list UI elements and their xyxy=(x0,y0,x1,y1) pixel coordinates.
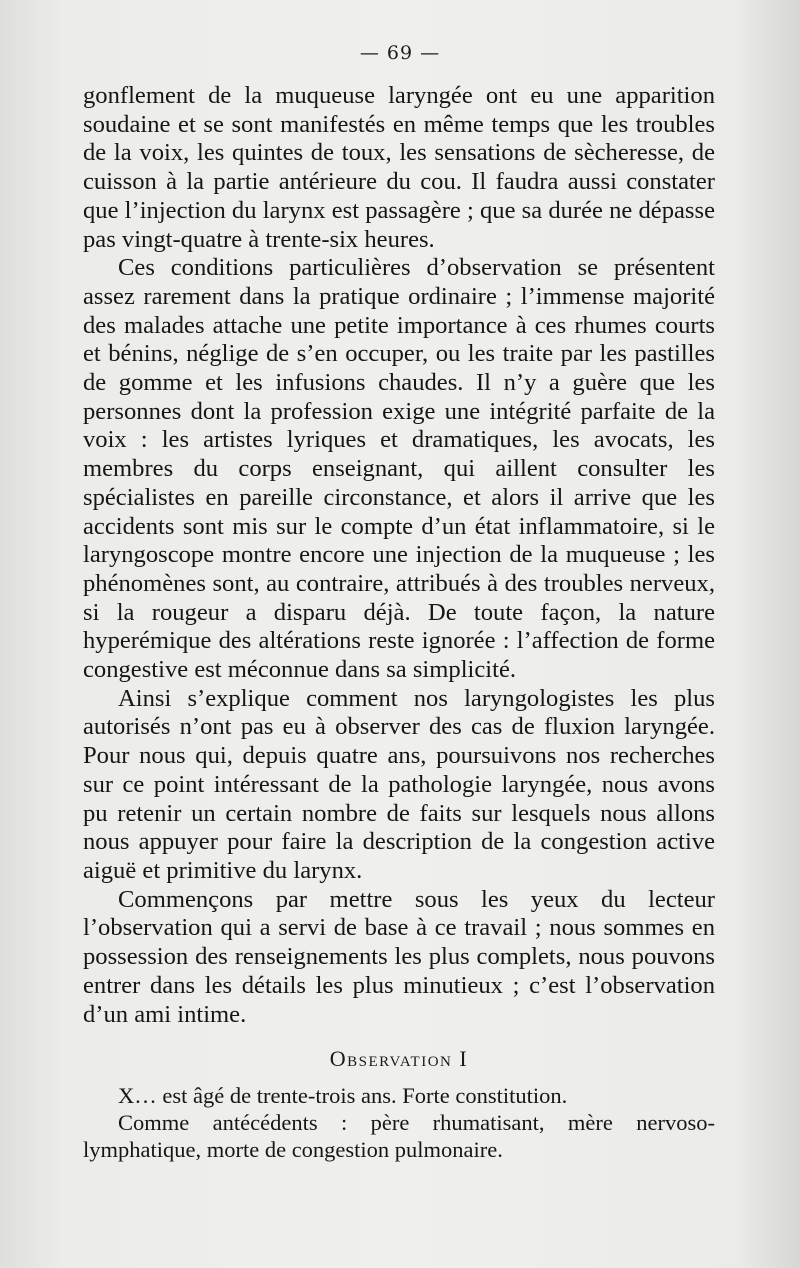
observation-line-1: X… est âgé de trente-trois ans. Forte constitution. xyxy=(118,1082,568,1108)
observation-line-2: Comme antécédents : père rhumatisant, mère nervoso-lymphatique, morte de congestion pulmonaire. xyxy=(83,1109,715,1162)
paragraph-1: gonflement de la muqueuse laryngée ont eu une apparition soudaine et se sont manifestés en même temps que les troubles de la voix, les quintes de toux, les sensations de sècheresse, de cuisson à la partie antérieure du cou. Il faudra aussi constater que l’injection du larynx est passagère ; que sa durée ne dépasse pas vingt-quatre à trente-six heures. xyxy=(83,82,715,253)
page-number: — 69 — xyxy=(359,42,441,64)
paragraph-4: Commençons par mettre sous les yeux du lecteur l’observation qui a servi de base à ce travail ; nous sommes en possession des renseignements les plus complets, nous pouvons entrer dans les détails les plus minutieux ; c’est l’observation d’un ami intime. xyxy=(83,885,715,1028)
observation-title: Observation I xyxy=(329,1046,469,1072)
body-text xyxy=(83,82,715,1163)
observation-text xyxy=(83,1082,715,1163)
paragraph-3: Ainsi s’explique comment nos laryngologistes les plus autorisés n’ont pas eu à observer des cas de fluxion laryngée. Pour nous qui, depuis quatre ans, poursuivons nos recherches sur ce point intéressant de la pathologie laryngée, nous avons pu retenir un certain nombre de faits sur lesquels nous allons nous appuyer pour faire la description de la congestion active aiguë et primitive du larynx. xyxy=(83,684,715,884)
paragraph-2: Ces conditions particulières d’observation se présentent assez rarement dans la pratique ordinaire ; l’immense majorité des malades attache une petite importance à ces rhumes courts et bénins, néglige de s’en occuper, ou les traite par les pastilles de gomme et les infusions chaudes. Il n’y a guère que les personnes dont la profession exige une intégrité parfaite de la voix : les artistes lyriques et dramatiques, les avocats, les membres du corps enseignant, qui aillent consulter les spécialistes en pareille circonstance, et alors il arrive que les accidents sont mis sur le compte d’un état inflammatoire, si le laryngoscope montre encore une injection de la muqueuse ; les phénomènes sont, au contraire, attribués à des troubles nerveux, si la rougeur a disparu déjà. De toute façon, la nature hyperémique des altérations reste ignorée : l’affection de forme congestive est méconnue dans sa simplicité. xyxy=(83,254,715,684)
